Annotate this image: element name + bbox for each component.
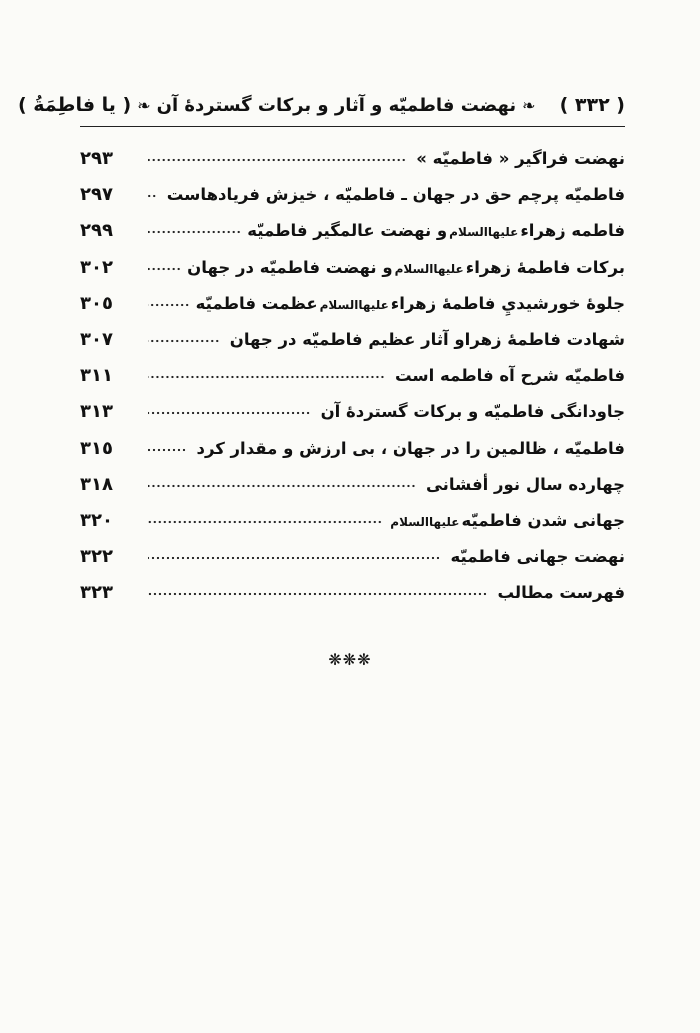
- toc-entry: [80, 474, 625, 510]
- toc-entry-title: جلوهٔ خورشيديِ فاطمهٔ زهراء: [390, 293, 625, 313]
- header-rule: [80, 126, 625, 127]
- dot-leader: [148, 518, 382, 526]
- toc-entry-title: بركات فاطمهٔ زهراء: [465, 257, 625, 277]
- toc-entry: [80, 184, 625, 220]
- dot-leader: [148, 446, 186, 454]
- toc-page-number: ٣٢٢: [80, 546, 113, 568]
- toc-entry-title: جاودانگى فاطميّه و بركات گستردهٔ آن: [320, 402, 625, 422]
- toc-entry-title: نهضت جهانى فاطميّه: [450, 547, 625, 567]
- honorific-glyph: عليهاالسلام: [390, 514, 460, 529]
- running-head: ( يا فاطِمَةُ ): [17, 94, 132, 116]
- toc-entry-title-cont: و نهضت فاطميّه در جهان: [187, 257, 393, 277]
- toc-entry-title: فاطميّه پرچم حق در جهان ـ فاطميّه ، خيزش فريادهاست: [166, 185, 625, 205]
- toc-entry: [80, 329, 625, 365]
- honorific-glyph: عليهاالسلام: [394, 261, 464, 276]
- toc-page-number: ٣٢٣: [80, 582, 113, 604]
- end-mark: ❋❋❋: [328, 650, 372, 669]
- page-number: ( ٣٣٢ ): [559, 94, 625, 116]
- toc-entry-title-cont: عظمت فاطميّه: [195, 293, 318, 313]
- toc-entry: [80, 401, 625, 437]
- toc-entry-title: جهانى شدن فاطميّه: [461, 510, 625, 530]
- toc-page-number: ٣١١: [80, 365, 113, 387]
- toc-entry: [80, 148, 625, 184]
- toc-entry: [80, 293, 625, 329]
- dot-leader: [148, 409, 311, 417]
- dot-leader: [148, 337, 220, 345]
- ornament-icon: ❧: [137, 95, 151, 115]
- toc-entry-title: چهارده سال نور أفشانى: [425, 474, 625, 494]
- toc-entry-title: فهرست مطالب: [497, 583, 625, 603]
- toc-page-number: ٣١٣: [80, 401, 113, 423]
- toc-entry: [80, 582, 625, 618]
- honorific-glyph: عليهاالسلام: [449, 225, 519, 240]
- dot-leader: [148, 482, 416, 490]
- toc-page-number: ٢٩٧: [80, 184, 113, 206]
- toc-page-number: ٣٠٧: [80, 328, 113, 350]
- dot-leader: [148, 192, 157, 200]
- toc-entry: [80, 438, 625, 474]
- toc-entry-title: فاطميّه شرح آه فاطمه است: [394, 366, 625, 386]
- dot-leader: [148, 265, 181, 273]
- toc-page-number: ٢٩٣: [80, 148, 113, 169]
- dot-leader: [148, 301, 190, 309]
- dot-leader: [148, 590, 487, 598]
- dot-leader: [148, 554, 440, 562]
- dot-leader: [148, 156, 406, 164]
- toc-entry-title-cont: و نهضت عالمگير فاطميّه: [247, 221, 448, 241]
- toc-entry-title: فاطميّه ، ظالمين را در جهان ، بى ارزش و مقدار كرد: [196, 438, 625, 458]
- ornament-icon: ❧: [522, 95, 536, 115]
- table-of-contents: [80, 148, 625, 618]
- toc-entry: [80, 365, 625, 401]
- toc-entry-title: نهضت فراگير « فاطميّه »: [416, 149, 625, 168]
- toc-entry: [80, 257, 625, 293]
- toc-entry: [80, 220, 625, 256]
- toc-page-number: ٣٠٢: [80, 256, 113, 278]
- honorific-glyph: عليهاالسلام: [319, 297, 389, 312]
- toc-entry-title: فاطمه زهراء: [520, 221, 625, 241]
- dot-leader: [148, 373, 385, 381]
- toc-page-number: ٣١٨: [80, 473, 113, 495]
- toc-page-number: ٢٩٩: [80, 220, 113, 242]
- toc-page-number: ٣٠٥: [80, 292, 113, 314]
- toc-page-number: ٣١٥: [80, 437, 113, 459]
- toc-page-number: ٣٢٠: [80, 509, 113, 531]
- book-title: نهضت فاطميّه و آثار و بركات گستردهٔ آن: [156, 94, 517, 116]
- toc-entry: [80, 510, 625, 546]
- toc-entry: [80, 546, 625, 582]
- dot-leader: [148, 228, 241, 236]
- page-header: [17, 88, 625, 122]
- toc-entry-title: شهادت فاطمهٔ زهراو آثار عظيم فاطميّه در جهان: [229, 329, 625, 349]
